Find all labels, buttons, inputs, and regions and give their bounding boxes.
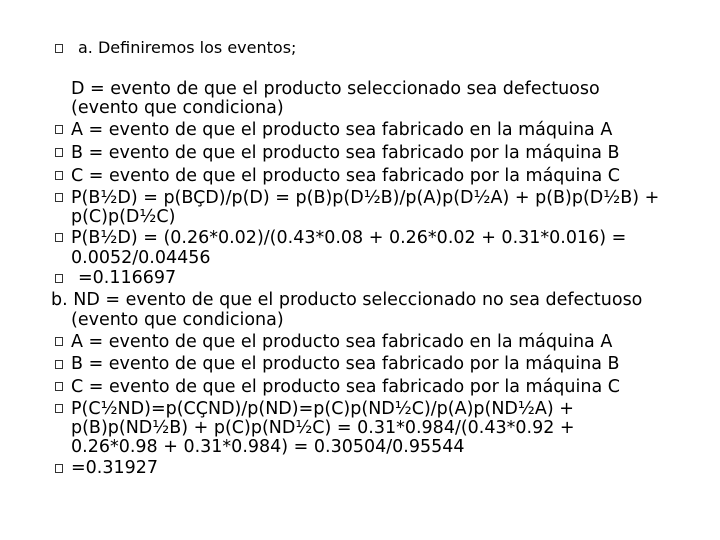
text-line: D = evento de que el producto seleccionado sea defectuoso <box>71 79 600 99</box>
text-line: p(C)p(D½C) <box>71 207 176 227</box>
text-line: C = evento de que el producto sea fabricado por la máquina C <box>71 377 620 397</box>
text-line: P(C½ND)=p(CÇND)/p(ND)=p(C)p(ND½C)/p(A)p(ND½A) + <box>71 399 574 419</box>
bullet-icon <box>55 125 63 134</box>
text-line: C = evento de que el producto sea fabricado por la máquina C <box>71 166 620 186</box>
bullet-icon <box>55 233 63 242</box>
bullet-icon <box>55 404 63 413</box>
text-line: A = evento de que el producto sea fabricado en la máquina A <box>71 120 613 140</box>
section-heading: a. Definiremos los eventos; <box>78 38 297 57</box>
text-line: b. ND = evento de que el producto seleccionado no sea defectuoso <box>51 290 643 310</box>
bullet-icon <box>55 382 63 391</box>
text-line: P(B½D) = (0.26*0.02)/(0.43*0.08 + 0.26*0.02 + 0.31*0.016) = <box>71 228 627 248</box>
text-line: p(B)p(ND½B) + p(C)p(ND½C) = 0.31*0.984/(0.43*0.92 + <box>71 418 575 438</box>
bullet-icon <box>55 44 63 53</box>
bullet-icon <box>55 337 63 346</box>
text-line: (evento que condiciona) <box>71 98 284 118</box>
text-line: 0.26*0.98 + 0.31*0.984) = 0.30504/0.95544 <box>71 437 465 457</box>
text-line: P(B½D) = p(BÇD)/p(D) = p(B)p(D½B)/p(A)p(D½A) + p(B)p(D½B) + <box>71 188 660 208</box>
text-line: =0.31927 <box>71 458 159 478</box>
bullet-icon <box>55 171 63 180</box>
bullet-icon <box>55 274 63 283</box>
text-line: A = evento de que el producto sea fabricado en la máquina A <box>71 332 613 352</box>
bullet-icon <box>55 464 63 473</box>
text-line: (evento que condiciona) <box>71 310 284 330</box>
bullet-icon <box>55 360 63 369</box>
text-line: 0.0052/0.04456 <box>71 248 211 268</box>
text-line: B = evento de que el producto sea fabricado por la máquina B <box>71 354 620 374</box>
bullet-icon <box>55 148 63 157</box>
bullet-icon <box>55 193 63 202</box>
text-line: =0.116697 <box>78 268 177 288</box>
text-line: B = evento de que el producto sea fabricado por la máquina B <box>71 143 620 163</box>
